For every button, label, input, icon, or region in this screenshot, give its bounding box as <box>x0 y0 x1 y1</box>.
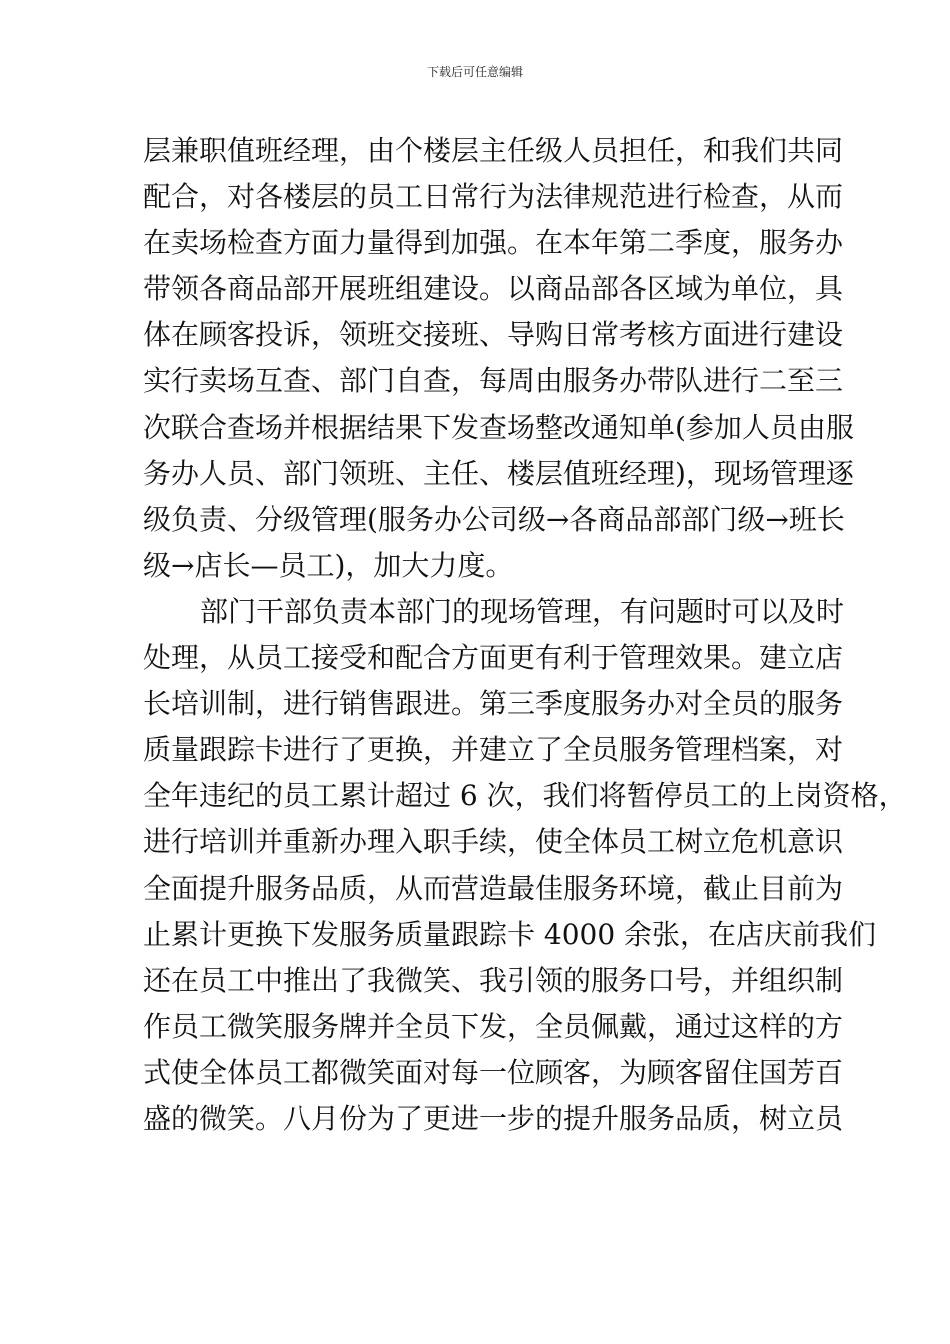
text-line: 盛的微笑。八月份为了更进一步的提升服务品质，树立员 <box>143 1101 844 1135</box>
text-line: 级负责、分级管理(服务办公司级→各商品部部门级→班长 <box>143 502 845 536</box>
text-line: 实行卖场互查、部门自查，每周由服务办带队进行二至三 <box>143 364 844 398</box>
text-line: 长培训制，进行销售跟进。第三季度服务办对全员的服务 <box>143 687 844 721</box>
text-line: 配合，对各楼层的员工日常行为法律规范进行检查，从而 <box>143 180 844 214</box>
text-line: 务办人员、部门领班、主任、楼层值班经理)，现场管理逐 <box>143 456 854 490</box>
text-line: 级→店长—员工)，加大力度。 <box>143 548 514 582</box>
text-line: 作员工微笑服务牌并全员下发，全员佩戴，通过这样的方 <box>143 1009 844 1043</box>
text-line: 全面提升服务品质，从而营造最佳服务环境，截止目前为 <box>143 871 844 905</box>
text-line: 质量跟踪卡进行了更换，并建立了全员服务管理档案，对 <box>143 733 844 767</box>
text-line: 全年违纪的员工累计超过 6 次，我们将暂停员工的上岗资格， <box>143 779 907 813</box>
text-line: 还在员工中推出了我微笑、我引领的服务口号，并组织制 <box>143 963 844 997</box>
text-line: 式使全体员工都微笑面对每一位顾客，为顾客留住国芳百 <box>143 1055 844 1089</box>
text-line: 止累计更换下发服务质量跟踪卡 4000 余张，在店庆前我们 <box>143 917 877 951</box>
text-line: 在卖场检查方面力量得到加强。在本年第二季度，服务办 <box>143 226 844 260</box>
page-header: 下载后可任意编辑 <box>426 65 523 79</box>
text-line: 次联合查场并根据结果下发查场整改通知单(参加人员由服 <box>143 410 854 444</box>
text-line: 层兼职值班经理，由个楼层主任级人员担任，和我们共同 <box>143 134 844 167</box>
paragraph-first-line: 部门干部负责本部门的现场管理，有问题时可以及时 <box>200 594 845 628</box>
text-line: 处理，从员工接受和配合方面更有利于管理效果。建立店 <box>143 641 844 675</box>
text-line: 带领各商品部开展班组建设。以商品部各区域为单位，具 <box>143 272 844 306</box>
text-line: 体在顾客投诉，领班交接班、导购日常考核方面进行建设 <box>143 318 844 352</box>
document-body <box>143 128 907 1142</box>
text-line: 进行培训并重新办理入职手续，使全体员工树立危机意识 <box>143 825 844 859</box>
